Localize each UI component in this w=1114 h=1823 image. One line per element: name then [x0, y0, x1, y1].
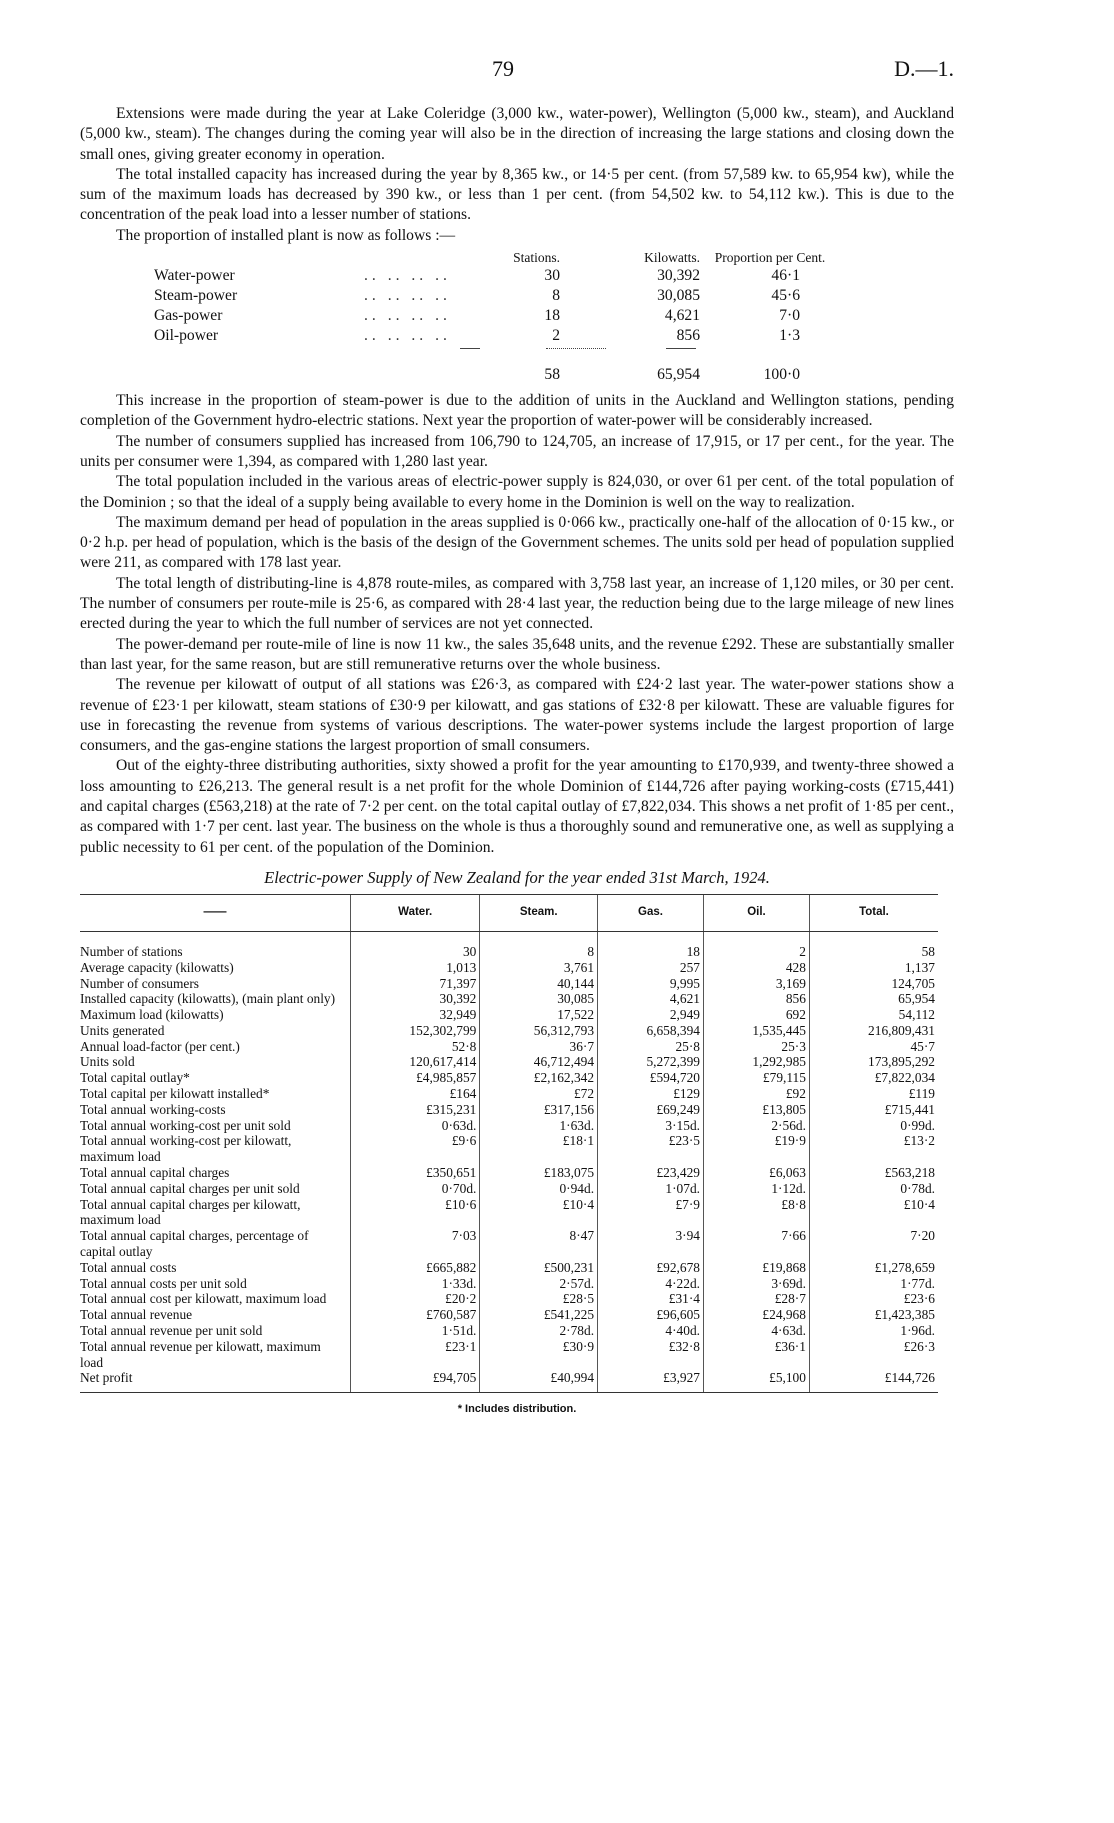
paragraph: The proportion of installed plant is now as follows :—: [116, 226, 456, 244]
table-cell: £40,994: [480, 1370, 598, 1392]
table-cell: 1·07d.: [598, 1181, 704, 1197]
paragraph: Out of the eighty-three distributing authorities, sixty showed a profit for the year amounting to £170,939, and twenty-three showed a loss amounting to £26,213. The general result is a net profit for the whole Dominion of £144,726 after paying working-costs (£715,441) and capital charges (£563,218) at the rate of 7·2 per cent. on the total capital outlay of £7,822,034. This shows a net profit of 1·85 per cent., as compared with 1·7 per cent. last year. The business on the whole is thus a thoroughly sound and remunerative one, as well as supplying a public necessity to 61 per cent. of the population of the Dominion.: [80, 757, 954, 856]
table-row: [80, 1181, 938, 1197]
table-cell: 30,085: [480, 991, 598, 1007]
table-footnote: * Includes distribution.: [457, 1403, 577, 1416]
row-label: Total annual revenue per kilowatt, maximum load: [80, 1338, 321, 1370]
table-cell: 7·66: [704, 1228, 810, 1260]
table-cell: 1,535,445: [704, 1023, 810, 1039]
table-cell: 4,621: [598, 991, 704, 1007]
table-cell: 0·78d.: [809, 1181, 938, 1197]
row-label: Total annual working-cost per kilowatt, maximum load: [80, 1133, 292, 1165]
plant-total-rule: [80, 348, 954, 353]
table-cell: £164: [351, 1086, 480, 1102]
table-cell: £69,249: [598, 1102, 704, 1118]
table-row: [80, 1307, 938, 1323]
row-label: Total annual revenue: [80, 1307, 193, 1323]
row-label: Total annual capital charges per kilowatt, maximum load: [80, 1196, 301, 1228]
table-cell: £36·1: [704, 1339, 810, 1371]
table-cell: £9·6: [351, 1133, 480, 1165]
plant-stations: 8: [552, 287, 560, 305]
column-header: Water.: [351, 894, 480, 931]
table-cell: £2,162,342: [480, 1070, 598, 1086]
plant-stations: 18: [544, 307, 560, 325]
paragraph: The revenue per kilowatt of output of all stations was £26·3, as compared with £24·2 last year. The water-power stations show a revenue of £23·1 per kilowatt, steam stations of £30·9 per kilowatt, and gas stations of £32·8 per kilowatt. These are valuable figures for use in forecasting the revenue from systems of various descriptions. The water-power systems include the largest proportion of large consumers, and the gas-engine stations the largest proportion of small consumers.: [80, 676, 954, 755]
table-cell: £144,726: [809, 1370, 938, 1392]
plant-proportion-table: [80, 250, 954, 385]
table-row: [80, 1339, 938, 1371]
table-cell: 18: [598, 931, 704, 959]
table-cell: 0·70d.: [351, 1181, 480, 1197]
table-cell: 8: [480, 931, 598, 959]
plant-row: Gas-power .. .. .. .. 18 4,621 7·0: [80, 306, 954, 326]
table-cell: 428: [704, 960, 810, 976]
table-cell: 216,809,431: [809, 1023, 938, 1039]
column-header: Oil.: [704, 894, 810, 931]
proportion-header: Proportion per Cent.: [714, 250, 826, 266]
table-cell: 1,013: [351, 960, 480, 976]
table-cell: £23·6: [809, 1291, 938, 1307]
table-cell: £96,605: [598, 1307, 704, 1323]
table-cell: 1,137: [809, 960, 938, 976]
table-cell: £72: [480, 1086, 598, 1102]
table-cell: 45·7: [809, 1039, 938, 1055]
plant-total-kilowatts: 65,954: [657, 366, 700, 384]
table-cell: 3·69d.: [704, 1276, 810, 1292]
table-cell: 856: [704, 991, 810, 1007]
table-cell: 32,949: [351, 1007, 480, 1023]
row-label: Total annual costs per unit sold: [80, 1275, 247, 1291]
table-cell: £760,587: [351, 1307, 480, 1323]
table-cell: 6,658,394: [598, 1023, 704, 1039]
column-header: Gas.: [598, 894, 704, 931]
table-cell: £563,218: [809, 1165, 938, 1181]
table-row: [80, 1197, 938, 1229]
table-cell: £5,100: [704, 1370, 810, 1392]
plant-proportion: 1·3: [779, 327, 800, 345]
table-cell: 1·96d.: [809, 1323, 938, 1339]
stations-header: Stations.: [513, 250, 560, 266]
table-cell: £31·4: [598, 1291, 704, 1307]
table-cell: 1·77d.: [809, 1276, 938, 1292]
row-label: Total annual working-costs: [80, 1101, 226, 1117]
table-cell: 3·15d.: [598, 1118, 704, 1134]
table-row: [80, 1070, 938, 1086]
table-cell: £10·4: [480, 1197, 598, 1229]
table-cell: £129: [598, 1086, 704, 1102]
table-cell: £715,441: [809, 1102, 938, 1118]
page-number: 79: [492, 56, 514, 81]
row-label: Total annual capital charges, percentage of capital outlay: [80, 1228, 309, 1260]
row-label: Total annual working-cost per unit sold: [80, 1117, 291, 1133]
table-cell: £183,075: [480, 1165, 598, 1181]
table-cell: £7,822,034: [809, 1070, 938, 1086]
paragraph: This increase in the proportion of steam-power is due to the addition of units in the Auckland and Wellington stations, pending completion of the Government hydro-electric stations. Next year the proportion of water-power will be considerably increased.: [80, 392, 954, 430]
table-cell: 52·8: [351, 1039, 480, 1055]
table-cell: £23·1: [351, 1339, 480, 1371]
table-body: [80, 931, 938, 1392]
table-cell: £24,968: [704, 1307, 810, 1323]
table-row: [80, 1260, 938, 1276]
table-cell: £350,651: [351, 1165, 480, 1181]
plant-total-proportion: 100·0: [763, 366, 800, 384]
row-label: Average capacity (kilowatts): [80, 959, 234, 975]
table-row: [80, 1118, 938, 1134]
row-label: Installed capacity (kilowatts), (main plant only): [80, 991, 336, 1007]
intro-text: [80, 104, 954, 246]
table-row: [80, 1007, 938, 1023]
table-row: [80, 1133, 938, 1165]
page-header: [80, 56, 954, 104]
table-cell: 2·78d.: [480, 1323, 598, 1339]
table-cell: £18·1: [480, 1133, 598, 1165]
row-label: Units generated: [80, 1022, 165, 1038]
table-cell: 0·63d.: [351, 1118, 480, 1134]
table-row: [80, 1291, 938, 1307]
table-cell: 0·94d.: [480, 1181, 598, 1197]
table-cell: 152,302,799: [351, 1023, 480, 1039]
table-cell: 40,144: [480, 976, 598, 992]
table-cell: £500,231: [480, 1260, 598, 1276]
row-label: Net profit: [80, 1370, 351, 1392]
paragraph: The power-demand per route-mile of line is now 11 kw., the sales 35,648 units, and the revenue £292. These are substantially smaller than last year, for the same reason, but are still remunerative returns over the whole business.: [80, 635, 954, 673]
table-cell: 2: [704, 931, 810, 959]
column-header: Total.: [809, 894, 938, 931]
row-label: Total capital per kilowatt installed*: [80, 1086, 270, 1102]
table-cell: 58: [809, 931, 938, 959]
plant-kilowatts: 30,392: [657, 267, 700, 285]
table-cell: 2·56d.: [704, 1118, 810, 1134]
table-cell: £19·9: [704, 1133, 810, 1165]
table-cell: 1·33d.: [351, 1276, 480, 1292]
plant-label: Oil-power: [154, 327, 219, 345]
table-cell: 1·63d.: [480, 1118, 598, 1134]
table-cell: £317,156: [480, 1102, 598, 1118]
main-text: [80, 391, 954, 858]
plant-proportion: 45·6: [771, 287, 800, 305]
column-header: Steam.: [480, 894, 598, 931]
electric-supply-table: [80, 894, 938, 1393]
table-cell: £7·9: [598, 1197, 704, 1229]
row-label: Number of stations: [80, 943, 183, 959]
plant-label: Gas-power: [154, 307, 223, 325]
table-cell: £119: [809, 1086, 938, 1102]
plant-total-row: [80, 365, 954, 385]
table-row: [80, 1165, 938, 1181]
table-row: [80, 1228, 938, 1260]
table-cell: £92: [704, 1086, 810, 1102]
table-cell: 25·8: [598, 1039, 704, 1055]
plant-row: Oil-power .. .. .. .. 2 856 1·3: [80, 326, 954, 346]
table-cell: 7·03: [351, 1228, 480, 1260]
table-cell: £10·6: [351, 1197, 480, 1229]
table-caption: Electric-power Supply of New Zealand for the year ended 31st March, 1924.: [264, 867, 770, 887]
table-cell: £13,805: [704, 1102, 810, 1118]
row-label: Total annual revenue per unit sold: [80, 1323, 263, 1339]
table-cell: 9,995: [598, 976, 704, 992]
table-cell: 4·63d.: [704, 1323, 810, 1339]
table-cell: £4,985,857: [351, 1070, 480, 1086]
plant-stations: 2: [552, 327, 560, 345]
table-row: [80, 1023, 938, 1039]
table-cell: 65,954: [809, 991, 938, 1007]
document-code: D.—1.: [894, 56, 954, 81]
table-cell: 173,895,292: [809, 1054, 938, 1070]
table-cell: 2,949: [598, 1007, 704, 1023]
plant-label: Steam-power: [154, 287, 238, 305]
plant-kilowatts: 856: [676, 327, 700, 345]
plant-total-stations: 58: [544, 366, 560, 384]
table-row: [80, 1370, 938, 1392]
table-cell: 46,712,494: [480, 1054, 598, 1070]
table-cell: £13·2: [809, 1133, 938, 1165]
table-cell: £594,720: [598, 1070, 704, 1086]
table-cell: 17,522: [480, 1007, 598, 1023]
table-cell: 3,169: [704, 976, 810, 992]
table-cell: £23,429: [598, 1165, 704, 1181]
table-cell: £1,423,385: [809, 1307, 938, 1323]
table-cell: £94,705: [351, 1370, 480, 1392]
table-cell: 25·3: [704, 1039, 810, 1055]
table-cell: £92,678: [598, 1260, 704, 1276]
row-label: Total annual costs: [80, 1259, 177, 1275]
table-cell: 1·51d.: [351, 1323, 480, 1339]
table-cell: £3,927: [598, 1370, 704, 1392]
table-row: [80, 1276, 938, 1292]
table-cell: £8·8: [704, 1197, 810, 1229]
table-cell: £10·4: [809, 1197, 938, 1229]
paragraph: Extensions were made during the year at Lake Coleridge (3,000 kw., water-power), Wellington (5,000 kw., steam), and Auckland (5,000 kw., steam). The changes during the coming year will also be in the direction of increasing the large stations and closing down the small ones, giving greater economy in operation.: [80, 105, 954, 163]
table-cell: £665,882: [351, 1260, 480, 1276]
column-header: ——: [80, 894, 351, 931]
table-row: [80, 931, 938, 959]
paragraph: The maximum demand per head of population in the areas supplied is 0·066 kw., practically one-half of the allocation of 0·15 kw., or 0·2 h.p. per head of population, which is the basis of the design of the Government schemes. The units sold per head of population supplied were 211, as compared with 178 last year.: [80, 513, 954, 572]
table-cell: 3,761: [480, 960, 598, 976]
plant-row: Steam-power .. .. .. .. 8 30,085 45·6: [80, 286, 954, 306]
paragraph: The total length of distributing-line is 4,878 route-miles, as compared with 3,758 last year, an increase of 1,120 miles, or 30 per cent. The number of consumers per route-mile is 25·6, as compared with 28·4 last year, the reduction being due to the large mileage of new lines erected during the year to which the full number of services are not yet connected.: [80, 574, 954, 633]
table-cell: £79,115: [704, 1070, 810, 1086]
table-cell: 4·22d.: [598, 1276, 704, 1292]
table-row: [80, 991, 938, 1007]
row-label: Total annual cost per kilowatt, maximum load: [80, 1291, 327, 1307]
table-cell: £23·5: [598, 1133, 704, 1165]
row-label: Annual load-factor (per cent.): [80, 1038, 240, 1054]
table-row: [80, 1039, 938, 1055]
plant-kilowatts: 30,085: [657, 287, 700, 305]
table-row: [80, 1054, 938, 1070]
table-cell: £19,868: [704, 1260, 810, 1276]
kilowatts-header: Kilowatts.: [644, 250, 700, 266]
table-row: [80, 1323, 938, 1339]
table-cell: 1·12d.: [704, 1181, 810, 1197]
table-cell: 1,292,985: [704, 1054, 810, 1070]
plant-row: Water-power .. .. .. .. 30 30,392 46·1: [80, 266, 954, 286]
table-cell: 30: [351, 931, 480, 959]
table-cell: 36·7: [480, 1039, 598, 1055]
table-cell: 4·40d.: [598, 1323, 704, 1339]
table-cell: 71,397: [351, 976, 480, 992]
table-row: [80, 976, 938, 992]
table-cell: 30,392: [351, 991, 480, 1007]
table-cell: 2·57d.: [480, 1276, 598, 1292]
table-cell: 56,312,793: [480, 1023, 598, 1039]
table-cell: 0·99d.: [809, 1118, 938, 1134]
plant-proportion: 46·1: [771, 267, 800, 285]
row-label: Units sold: [80, 1054, 135, 1070]
table-cell: 120,617,414: [351, 1054, 480, 1070]
paragraph: The total installed capacity has increased during the year by 8,365 kw., or 14·5 per cent. (from 57,589 kw. to 65,954 kw), while the sum of the maximum loads has decreased by 390 kw., or less than 1 per cent. (from 54,502 kw. to 54,112 kw.). This is due to the concentration of the peak load into a lesser number of stations.: [80, 165, 954, 224]
table-cell: 3·94: [598, 1228, 704, 1260]
table-row: [80, 960, 938, 976]
table-cell: 5,272,399: [598, 1054, 704, 1070]
table-cell: £20·2: [351, 1291, 480, 1307]
table-cell: 54,112: [809, 1007, 938, 1023]
table-cell: 692: [704, 1007, 810, 1023]
paragraph: The total population included in the various areas of electric-power supply is 824,030, or over 61 per cent. of the total population of the Dominion ; so that the ideal of a supply being available to every home in the Dominion is well on the way to realization.: [80, 473, 954, 511]
plant-proportion: 7·0: [779, 307, 800, 325]
plant-stations: 30: [544, 267, 560, 285]
table-cell: £315,231: [351, 1102, 480, 1118]
table-cell: £26·3: [809, 1339, 938, 1371]
plant-header-row: [80, 250, 954, 266]
table-cell: £1,278,659: [809, 1260, 938, 1276]
plant-kilowatts: 4,621: [664, 307, 700, 325]
paragraph: The number of consumers supplied has increased from 106,790 to 124,705, an increase of 17,915, or 17 per cent., for the year. The units per consumer were 1,394, as compared with 1,280 last year.: [80, 432, 954, 470]
row-label: Maximum load (kilowatts): [80, 1007, 224, 1023]
plant-label: Water-power: [154, 267, 235, 285]
table-cell: £32·8: [598, 1339, 704, 1371]
table-cell: £28·7: [704, 1291, 810, 1307]
table-cell: 8·47: [480, 1228, 598, 1260]
table-row: [80, 1086, 938, 1102]
table-cell: 7·20: [809, 1228, 938, 1260]
table-cell: £6,063: [704, 1165, 810, 1181]
table-cell: £28·5: [480, 1291, 598, 1307]
table-cell: 124,705: [809, 976, 938, 992]
row-label: Total capital outlay*: [80, 1070, 190, 1086]
table-header-row: [80, 894, 938, 931]
table-cell: 257: [598, 960, 704, 976]
row-label: Total annual capital charges per unit sold: [80, 1180, 300, 1196]
table-row: [80, 1102, 938, 1118]
row-label: Number of consumers: [80, 975, 199, 991]
row-label: Total annual capital charges: [80, 1165, 230, 1181]
table-cell: £541,225: [480, 1307, 598, 1323]
table-cell: £30·9: [480, 1339, 598, 1371]
